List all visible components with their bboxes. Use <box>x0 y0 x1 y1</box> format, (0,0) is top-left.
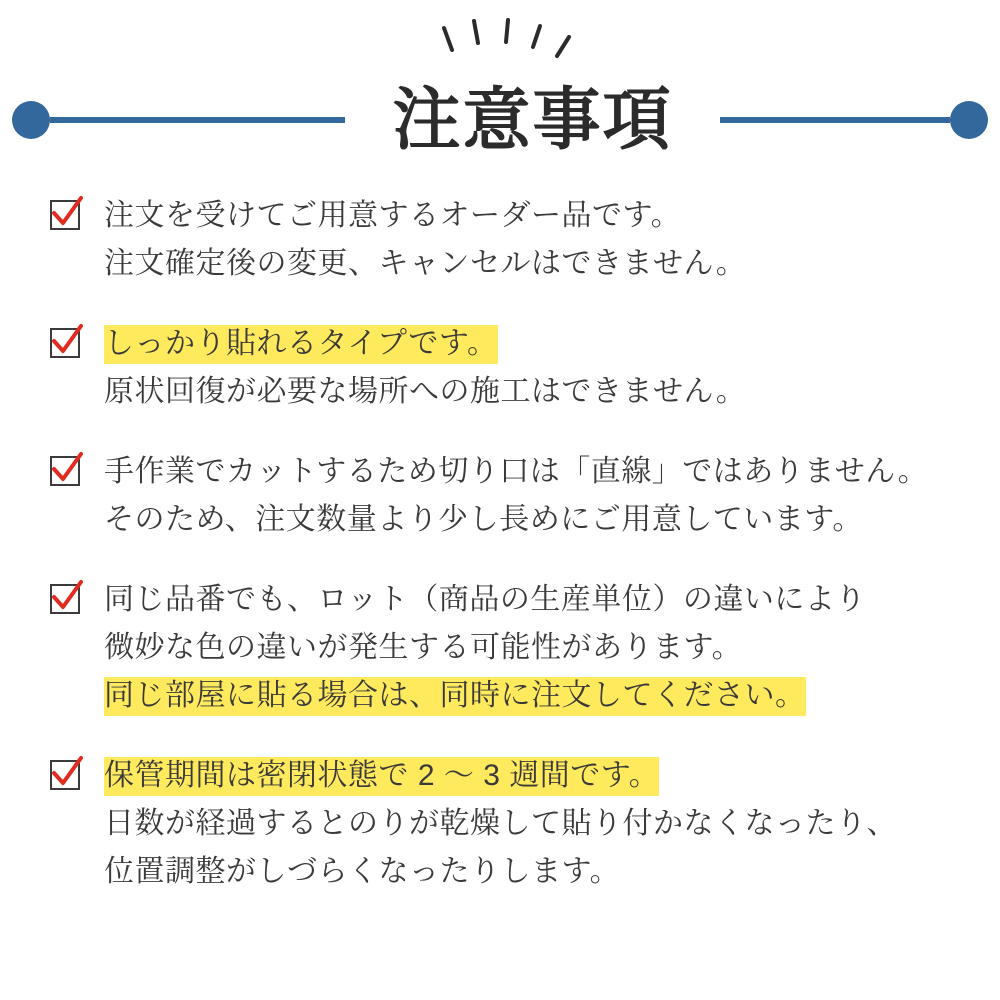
list-item-text <box>104 192 958 288</box>
checked-checkbox-icon <box>48 452 84 488</box>
list-item <box>48 576 958 720</box>
notice-list <box>48 192 958 928</box>
note-line: 微妙な色の違いが発生する可能性があります。 <box>104 631 743 664</box>
checked-checkbox-icon <box>48 580 84 616</box>
list-item <box>48 752 958 896</box>
right-dot-decoration <box>950 101 988 139</box>
note-line: 手作業でカットするため切り口は「直線」ではありません。 <box>104 455 929 488</box>
title-rule-row <box>0 82 1000 158</box>
note-line: 保管期間は密閉状態で 2 〜 3 週間です。 <box>104 752 958 800</box>
note-line: 同じ部屋に貼る場合は、同時に注文してください。 <box>104 672 958 720</box>
list-item-text <box>104 320 958 416</box>
note-line: 位置調整がしづらくなったりします。 <box>104 855 621 888</box>
checked-checkbox-icon <box>48 756 84 792</box>
list-item <box>48 448 958 544</box>
note-line: 注文確定後の変更、キャンセルはできません。 <box>104 247 747 280</box>
page-header <box>0 0 1000 175</box>
list-item <box>48 320 958 416</box>
left-dot-decoration <box>12 101 50 139</box>
checked-checkbox-icon <box>48 196 84 232</box>
right-rule <box>720 117 950 123</box>
sparkle-decoration-icon <box>0 18 1000 68</box>
page-title: 注意事項 <box>392 82 673 158</box>
note-line: 同じ品番でも、ロット（商品の生産単位）の違いにより <box>104 583 866 616</box>
note-line: 原状回復が必要な場所への施工はできません。 <box>104 375 747 408</box>
list-item-text <box>104 448 958 544</box>
list-item-text <box>104 576 958 720</box>
note-line: しっかり貼れるタイプです。 <box>104 320 958 368</box>
list-item-text <box>104 752 958 896</box>
checked-checkbox-icon <box>48 324 84 360</box>
left-rule <box>50 117 345 123</box>
note-line: そのため、注文数量より少し長めにご用意しています。 <box>104 503 863 536</box>
note-line: 注文を受けてご用意するオーダー品です。 <box>104 199 682 232</box>
list-item <box>48 192 958 288</box>
note-line: 日数が経過するとのりが乾燥して貼り付かなくなったり、 <box>104 807 897 840</box>
